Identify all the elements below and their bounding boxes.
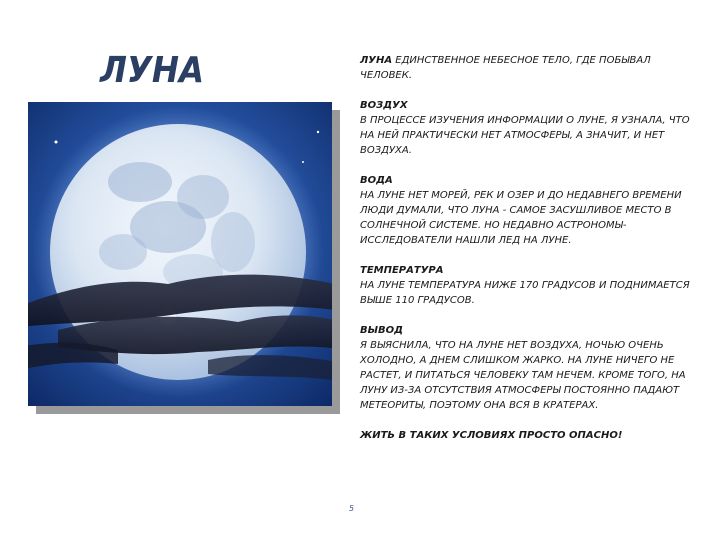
slide-title: ЛУНА — [100, 50, 205, 91]
intro-bold: ЛУНА — [360, 55, 393, 66]
page-number: 5 — [349, 504, 355, 513]
section-heading: ВОЗДУХ — [360, 100, 408, 111]
moon-photo-frame — [28, 102, 340, 412]
section-body: В ПРОЦЕССЕ ИЗУЧЕНИЯ ИНФОРМАЦИИ О ЛУНЕ, Я УЗНАЛА, ЧТО НА НЕЙ ПРАКТИЧЕСКИ НЕТ АТМОСФЕРЫ, А ЗНАЧИТ, И НЕТ ВОЗДУХА. — [360, 115, 690, 156]
section-body: НА ЛУНЕ ТЕМПЕРАТУРА НИЖЕ 170 ГРАДУСОВ И ПОДНИМАЕТСЯ ВЫШЕ 110 ГРАДУСОВ. — [360, 280, 690, 306]
section-heading: ВОДА — [360, 175, 393, 186]
section-body: Я ВЫЯСНИЛА, ЧТО НА ЛУНЕ НЕТ ВОЗДУХА, НОЧЬЮ ОЧЕНЬ ХОЛОДНО, А ДНЕМ СЛИШКОМ ЖАРКО. НА ЛУНЕ НИЧЕГО НЕ РАСТЕТ, И ПИТАТЬСЯ ЧЕЛОВЕКУ ТАМ НЕЧЕМ. КРОМЕ ТОГО, НА ЛУНУ ИЗ-ЗА ОТСУТСТВИЯ АТМОСФЕРЫ ПОСТОЯННО ПАДАЮТ МЕТЕОРИТЫ, ПОЭТОМУ ОНА ВСЯ В КРАТЕРАХ. — [360, 340, 686, 411]
section-conclusion — [360, 323, 690, 413]
final-statement-text: ЖИТЬ В ТАКИХ УСЛОВИЯХ ПРОСТО ОПАСНО! — [360, 430, 623, 441]
section-body: НА ЛУНЕ НЕТ МОРЕЙ, РЕК И ОЗЕР И ДО НЕДАВНЕГО ВРЕМЕНИ ЛЮДИ ДУМАЛИ, ЧТО ЛУНА - САМОЕ ЗАСУШЛИВОЕ МЕСТО В СОЛНЕЧНОЙ СИСТЕМЕ. НО НЕДАВНО АСТРОНОМЫ-ИССЛЕДОВАТЕЛИ НАШЛИ ЛЕД НА ЛУНЕ. — [360, 190, 682, 246]
section-heading: ТЕМПЕРАТУРА — [360, 265, 444, 276]
section-heading: ВЫВОД — [360, 325, 404, 336]
info-text — [360, 53, 690, 458]
intro-text: ЕДИНСТВЕННОЕ НЕБЕСНОЕ ТЕЛО, ГДЕ ПОБЫВАЛ ЧЕЛОВЕК. — [360, 55, 651, 81]
section-temperature — [360, 263, 690, 308]
moon-photo — [28, 102, 332, 406]
final-statement — [360, 428, 690, 443]
section-air — [360, 98, 690, 158]
moon-image — [28, 102, 332, 406]
intro-paragraph — [360, 53, 690, 83]
section-water — [360, 173, 690, 248]
